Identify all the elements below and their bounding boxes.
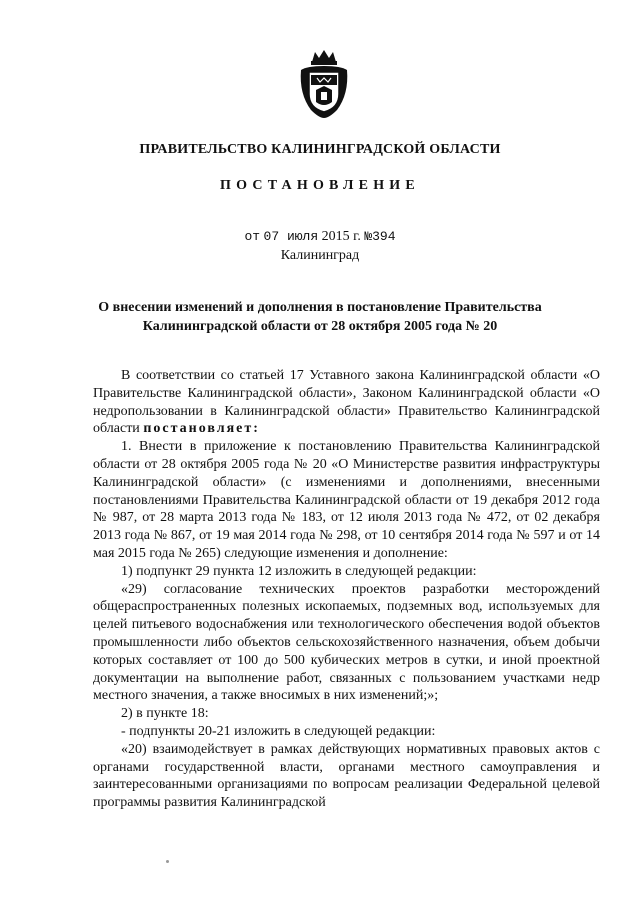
- paragraph-subitem-2: 2) в пункте 18:: [121, 706, 209, 722]
- org-title: ПРАВИТЕЛЬСТВО КАЛИНИНГРАДСКОЙ ОБЛАСТИ: [139, 142, 501, 157]
- decree-word: постановляет:: [143, 421, 260, 437]
- paragraph-quote-20: «20) взаимодействует в рамках действующих нормативных правовых актов с органами государственной власти, органами местного самоуправления и заинтересованными организациями по вопросам реализации Федеральной целевой программы развития Калининградской: [93, 741, 600, 811]
- paragraph-subitem-1: 1) подпункт 29 пункта 12 изложить в следующей редакции:: [121, 563, 477, 579]
- doc-number: №394: [364, 229, 396, 244]
- date-year: 2015 г.: [321, 229, 361, 244]
- date-value: 07 июля: [263, 229, 319, 244]
- paragraph-item-1: 1. Внести в приложение к постановлению Правительства Калининградской области от 28 октября 2005 года № 20 «О Министерстве развития инфраструктуры Калининградской области» (с изменениями и дополнениями, внесенными постановлениями Правительства Калининградской области от 19 декабря 2012 года № 987, от 28 марта 2013 года № 183, от 12 июля 2013 года № 472, от 02 декабря 2013 года № 867, от 19 мая 2014 года № 298, от 10 сентября 2014 года № 597 и от 14 мая 2015 года № 265) следующие изменения и дополнение:: [93, 439, 600, 561]
- date-line: [0, 229, 640, 245]
- subject-line-2: Калининградской области от 28 октября 2005 года № 20: [142, 319, 498, 334]
- subject-line-1: О внесении изменений и дополнения в постановление Правительства: [98, 300, 542, 315]
- doc-type: ПОСТАНОВЛЕНИЕ: [220, 178, 420, 193]
- kaliningrad-coat-of-arms-icon: [297, 48, 351, 120]
- paragraph-quote-29: «29) согласование технических проектов разработки месторождений общераспространенных полезных ископаемых, подземных вод, используемых для целей питьевого водоснабжения или технологического обеспечения водой объектов промышленности либо объектов сельскохозяйственного назначения, объем добычи которых составляет от 100 до 500 кубических метров в сутки, и иной проектной документации на выполнение работ, связанных с пользованием участками недр местного значения, а также вносимых в них изменений;»;: [93, 581, 600, 704]
- preamble-text: В соответствии со статьей 17 Уставного закона Калининградской области «О Правительстве Калининградской области», Законом Калининградской области «О недропользовании в Калининградской области» Правительство Калининградской области: [93, 368, 600, 437]
- scan-dot: [166, 860, 169, 863]
- body-text: [93, 367, 600, 812]
- paragraph-preamble: [93, 367, 600, 438]
- paragraph-dash-item: - подпункты 20-21 изложить в следующей редакции:: [121, 723, 436, 739]
- date-prefix: от: [244, 229, 261, 244]
- place: Калининград: [280, 248, 360, 263]
- doc-subject: [90, 298, 550, 336]
